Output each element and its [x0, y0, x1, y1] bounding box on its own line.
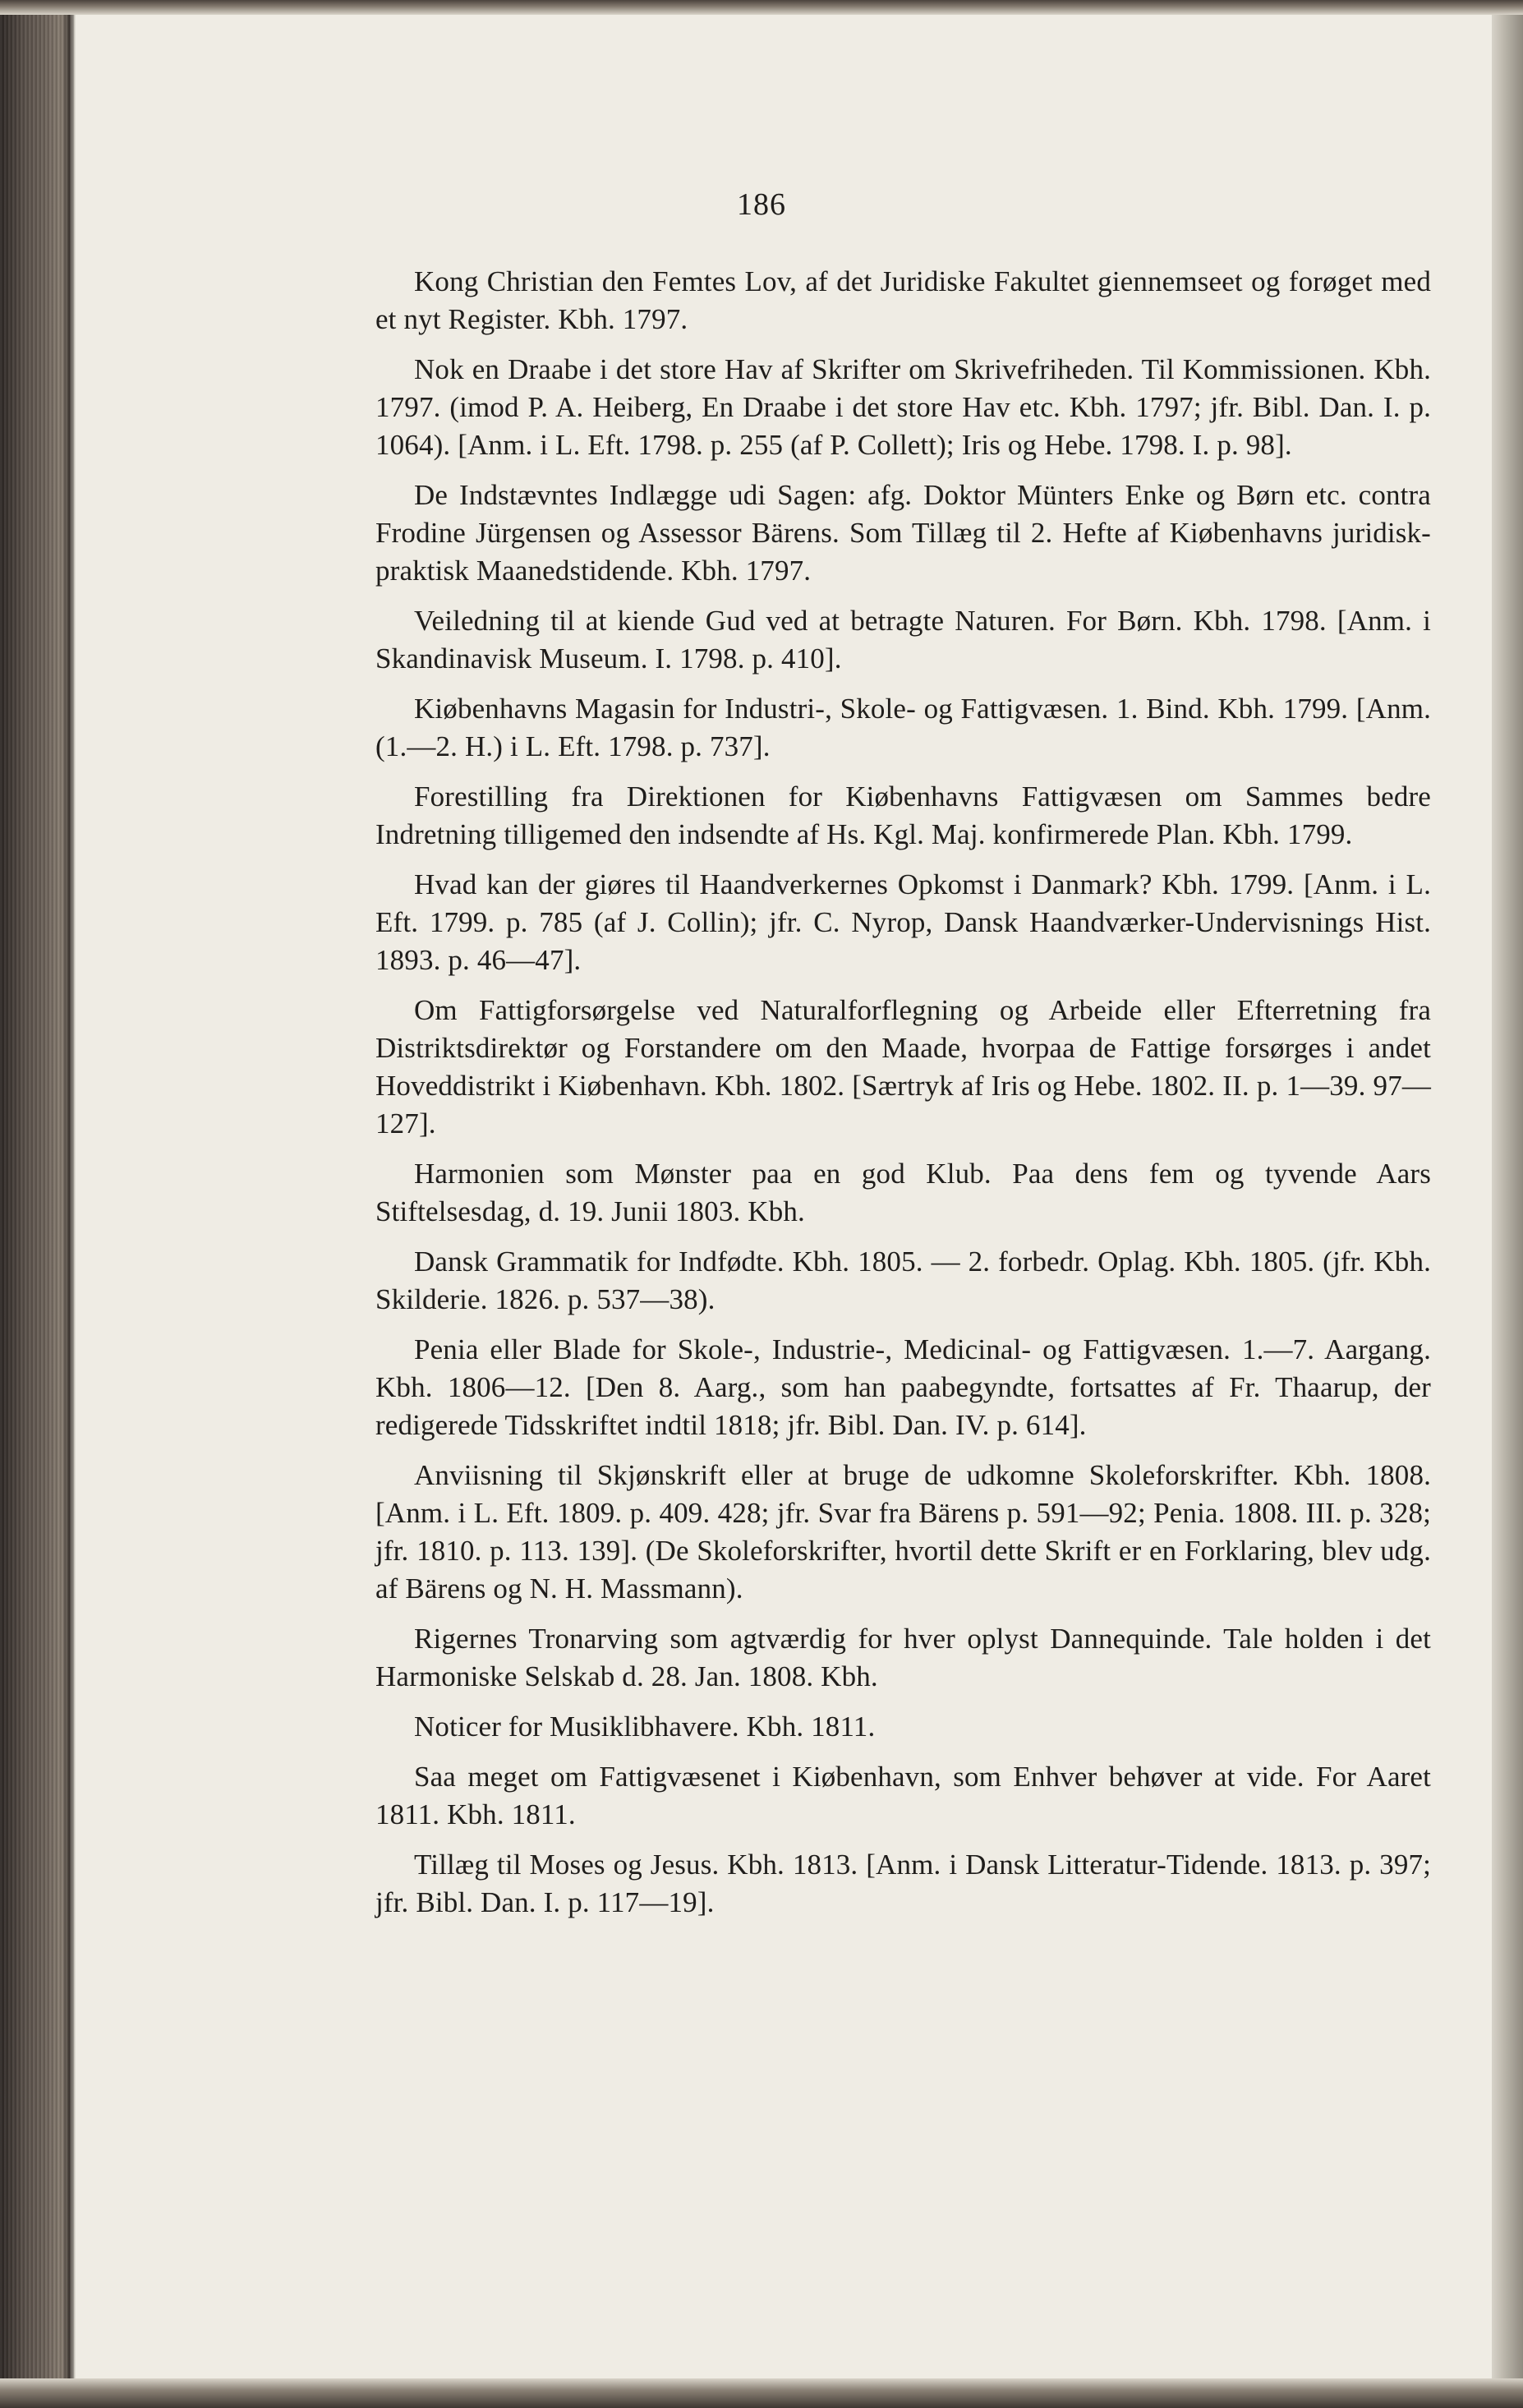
book-spine-edge: [0, 0, 76, 2408]
top-page-edge: [0, 0, 1523, 15]
bibliography-entry: Kiøbenhavns Magasin for Industri-, Skole- og Fattigvæsen. 1. Bind. Kbh. 1799. [Anm. (1.—2. H.) i L. Eft. 1798. p. 737].: [375, 693, 1431, 762]
bibliography-entry: Noticer for Musiklibhavere. Kbh. 1811.: [414, 1710, 876, 1743]
bibliography-entry: Veiledning til at kiende Gud ved at betragte Naturen. For Børn. Kbh. 1798. [Anm. i Skandinavisk Museum. I. 1798. p. 410].: [375, 605, 1431, 675]
bottom-page-edge: [0, 2378, 1523, 2408]
bibliography-entry: Nok en Draabe i det store Hav af Skrifter om Skrivefriheden. Til Kommissionen. Kbh. 1797. (imod P. A. Heiberg, En Draabe i det store Hav etc. Kbh. 1797; jfr. Bibl. Dan. I. p. 1064). [Anm. i L. Eft. 1798. p. 255 (af P. Collett); Iris og Hebe. 1798. I. p. 98].: [375, 353, 1431, 461]
bibliography-entry: Forestilling fra Direktionen for Kiøbenhavns Fattigvæsen om Sammes bedre Indretning tilligemed den indsendte af Hs. Kgl. Maj. konfirmerede Plan. Kbh. 1799.: [375, 780, 1431, 850]
bibliography-entry: Tillæg til Moses og Jesus. Kbh. 1813. [Anm. i Dansk Litteratur-Tidende. 1813. p. 397; jfr. Bibl. Dan. I. p. 117—19].: [375, 1849, 1431, 1918]
page-number: 186: [737, 187, 786, 222]
bibliography-entry: De Indstævntes Indlægge udi Sagen: afg. Doktor Münters Enke og Børn etc. contra Frodine Jürgensen og Assessor Bärens. Som Tillæg til 2. Hefte af Kiøbenhavns juridisk-praktisk Maanedstidende. Kbh. 1797.: [375, 479, 1431, 587]
bibliography-entry: Rigernes Tronarving som agtværdig for hver oplyst Dannequinde. Tale holden i det Harmoniske Selskab d. 28. Jan. 1808. Kbh.: [375, 1623, 1431, 1692]
bibliography-entry: Om Fattigforsørgelse ved Naturalforflegning og Arbeide eller Efterretning fra Distriktsdirektør og Forstandere om den Maade, hvorpaa de Fattige forsørges i andet Hoveddistrikt i Kiøbenhavn. Kbh. 1802. [Særtryk af Iris og Hebe. 1802. II. p. 1—39. 97—127].: [375, 994, 1431, 1140]
bibliography-entry: Kong Christian den Femtes Lov, af det Juridiske Fakultet giennemseet og forøget med et nyt Register. Kbh. 1797.: [375, 265, 1431, 335]
bibliography-entry: Harmonien som Mønster paa en god Klub. Paa dens fem og tyvende Aars Stiftelsesdag, d. 19. Junii 1803. Kbh.: [375, 1158, 1431, 1227]
bibliography-list: [375, 263, 1431, 1922]
bibliography-entry: Dansk Grammatik for Indfødte. Kbh. 1805. — 2. forbedr. Oplag. Kbh. 1805. (jfr. Kbh. Skilderie. 1826. p. 537—38).: [375, 1245, 1431, 1315]
bibliography-entry: Saa meget om Fattigvæsenet i Kiøbenhavn, som Enhver behøver at vide. For Aaret 1811. Kbh. 1811.: [375, 1761, 1431, 1830]
bibliography-entry: Anviisning til Skjønskrift eller at bruge de udkomne Skoleforskrifter. Kbh. 1808. [Anm. i L. Eft. 1809. p. 409. 428; jfr. Svar fra Bärens p. 591—92; Penia. 1808. III. p. 328; jfr. 1810. p. 113. 139]. (De Skoleforskrifter, hvortil dette Skrift er en Forklaring, blev udg. af Bärens og N. H. Massmann).: [375, 1459, 1431, 1605]
bibliography-entry: Hvad kan der giøres til Haandverkernes Opkomst i Danmark? Kbh. 1799. [Anm. i L. Eft. 1799. p. 785 (af J. Collin); jfr. C. Nyrop, Dansk Haandværker-Undervisnings Hist. 1893. p. 46—47].: [375, 868, 1431, 976]
bibliography-entry: Penia eller Blade for Skole-, Industrie-, Medicinal- og Fattigvæsen. 1.—7. Aargang. Kbh. 1806—12. [Den 8. Aarg., som han paabegyndte, fortsattes af Fr. Thaarup, der redigerede Tidsskriftet indtil 1818; jfr. Bibl. Dan. IV. p. 614].: [375, 1333, 1431, 1441]
